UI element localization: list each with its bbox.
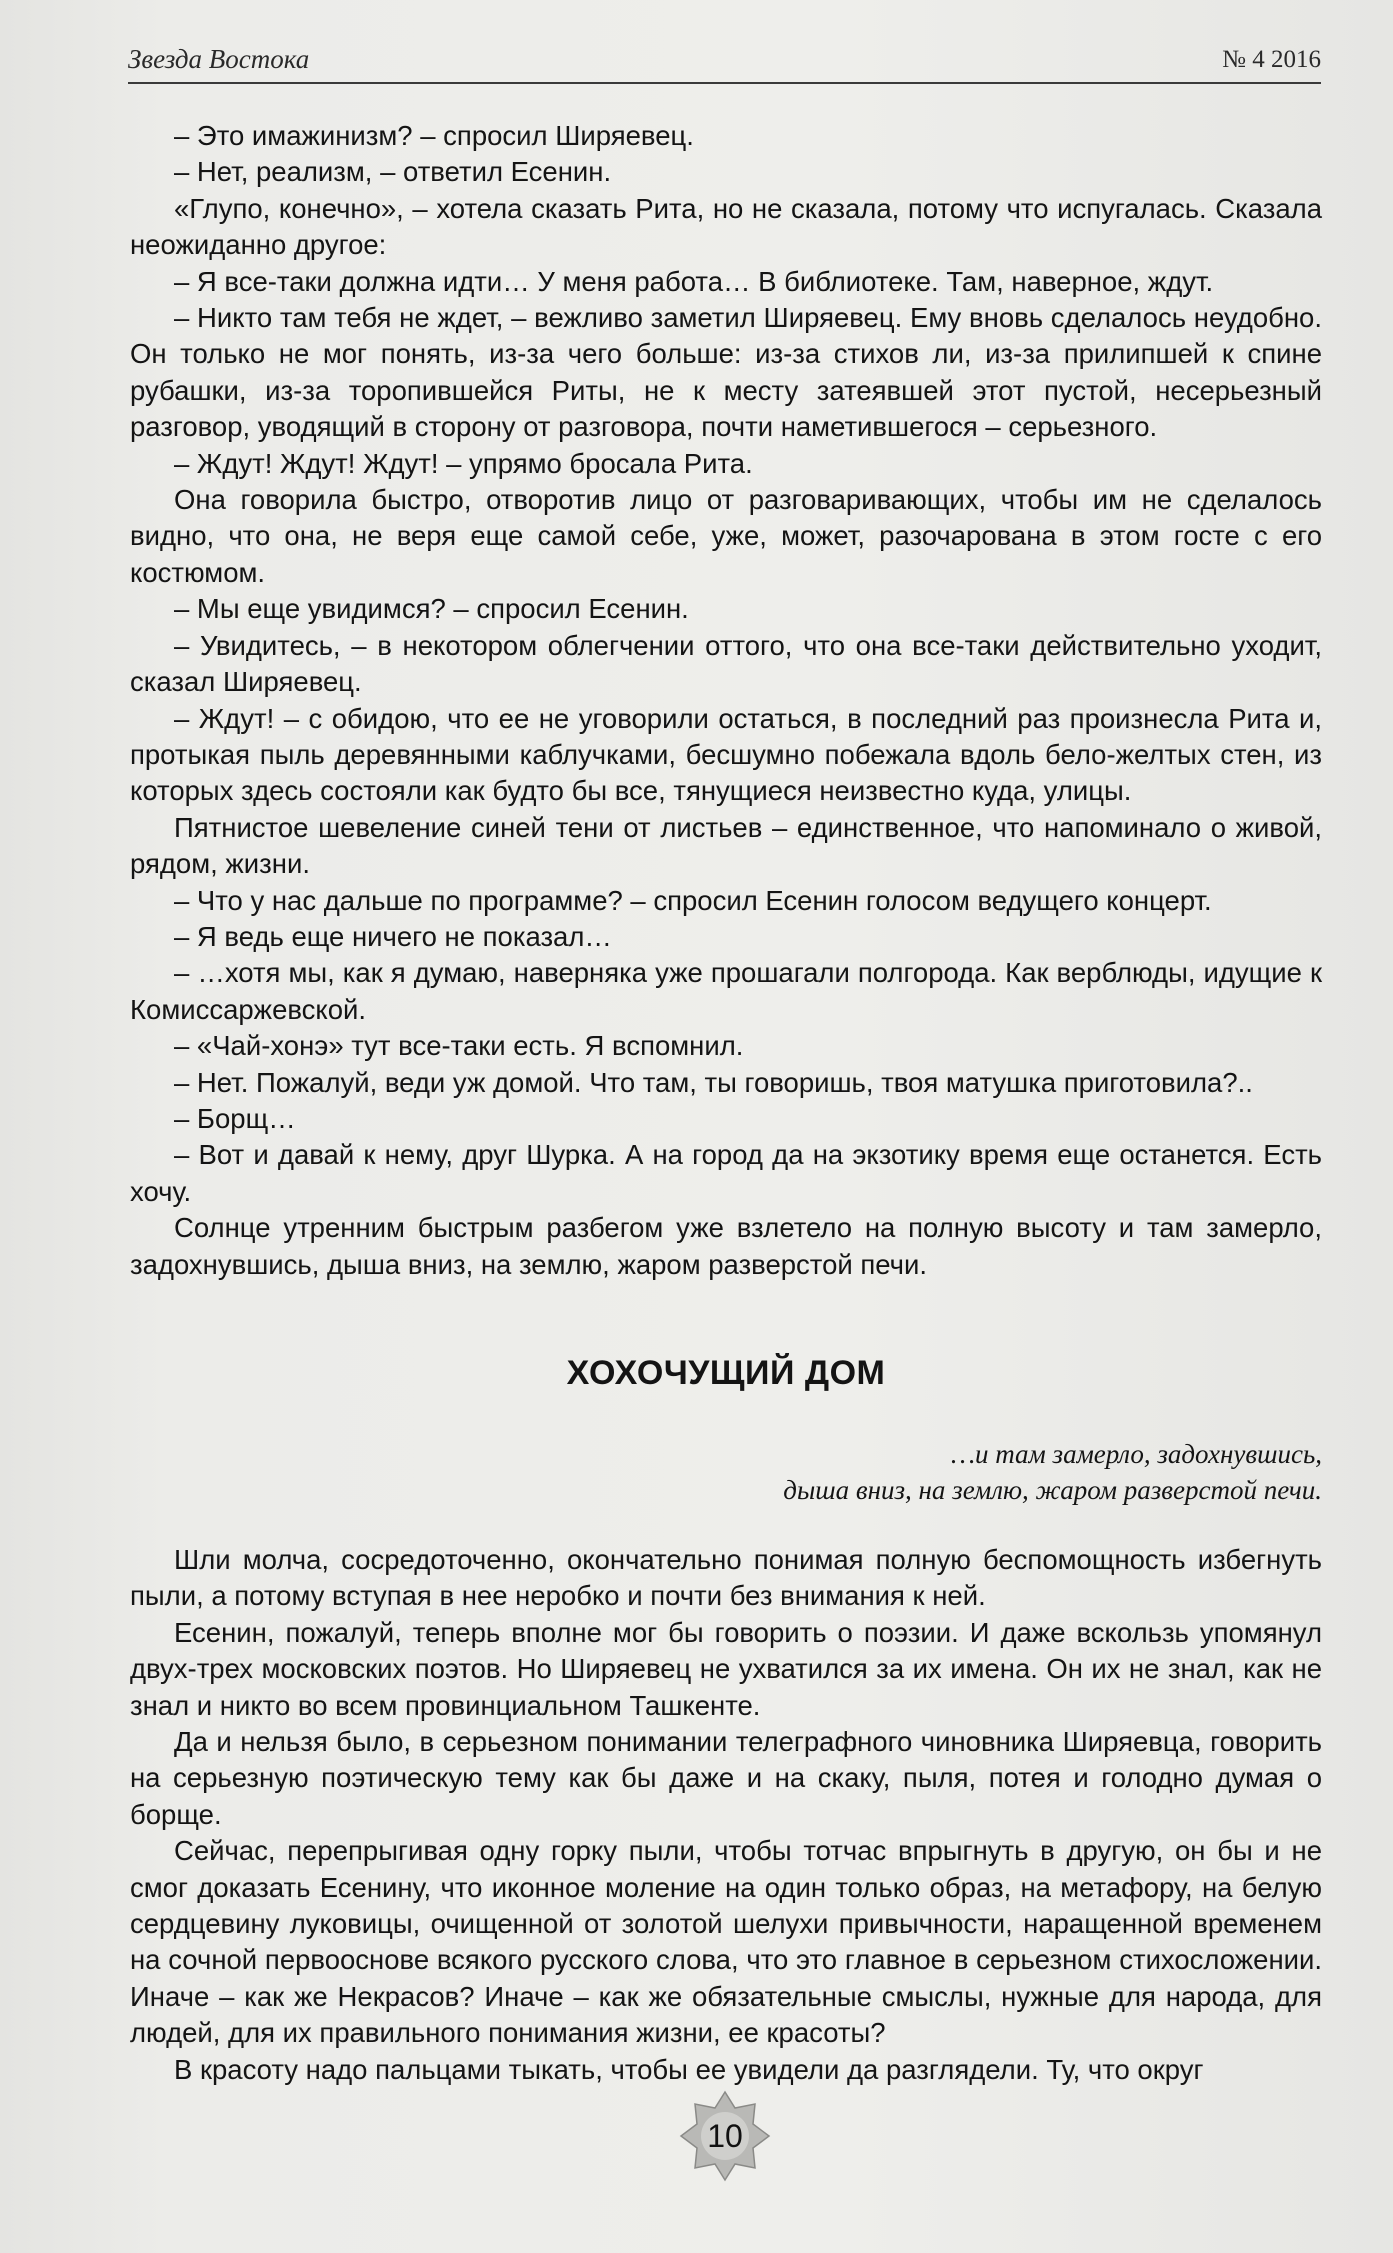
journal-title: Звезда Востока	[128, 44, 310, 74]
paragraph: Пятнистое шевеление синей тени от листьев – единственное, что напоминало о живой, рядом, жизни.	[130, 811, 1322, 880]
paragraph: – Нет. Пожалуй, веди уж домой. Что там, ты говоришь, твоя матушка приготовила?..	[174, 1066, 1253, 1098]
epigraph-line: дыша вниз, на землю, жаром разверстой печи.	[783, 1475, 1322, 1505]
body-text-top	[130, 118, 1322, 1283]
body-text-bottom	[130, 1542, 1322, 2088]
running-header	[128, 40, 1321, 84]
paragraph: «Глупо, конечно», – хотела сказать Рита, но не сказала, потому что испугалась. Сказала неожиданно другое:	[130, 192, 1322, 261]
paragraph: – Это имажинизм? – спросил Ширяевец.	[174, 120, 694, 151]
paragraph: – Борщ…	[174, 1102, 296, 1134]
paragraph: – Увидитесь, – в некотором облегчении оттого, что она все-таки действительно уходит, сказал Ширяевец.	[130, 629, 1322, 698]
epigraph-line: …и там замерло, задохнувшись,	[950, 1439, 1322, 1469]
paragraph: – «Чай-хонэ» тут все-таки есть. Я вспомнил.	[174, 1030, 744, 1062]
paragraph: – Нет, реализм, – ответил Есенин.	[174, 156, 612, 188]
paragraph: – Я все-таки должна идти… У меня работа… В библиотеке. Там, наверное, ждут.	[174, 265, 1214, 297]
paragraph: – Ждут! – с обидою, что ее не уговорили остаться, в последний раз произнесла Рита и, протыкая пыль деревянными каблучками, бесшумно побежала вдоль бело-желтых стен, из которых здесь состояли как будто бы все, тянущиеся неизвестно куда, улицы.	[130, 702, 1322, 807]
paragraph: Есенин, пожалуй, теперь вполне мог бы говорить о поэзии. И даже вскользь упомянул двух-трех московских поэтов. Но Ширяевец не ухватился за их имена. Он их не знал, как не знал и никто во всем провинциальном Ташкенте.	[130, 1616, 1322, 1721]
paragraph: – Что у нас дальше по программе? – спросил Есенин голосом ведущего концерт.	[174, 884, 1212, 916]
paragraph: В красоту надо пальцами тыкать, чтобы ее увидели да разглядели. Ту, что округ	[174, 2053, 1204, 2085]
paragraph: Шли молча, сосредоточенно, окончательно понимая полную беспомощность избегнуть пыли, а потому вступая в нее неробко и почти без внимания к ней.	[130, 1544, 1322, 1612]
paragraph: – Никто там тебя не ждет, – вежливо заметил Ширяевец. Ему вновь сделалось неудобно. Он только не мог понять, из-за чего больше: из-за стихов ли, из-за прилипшей к спине рубашки, из-за торопившейся Риты, не к месту затеявшей этот пустой, несерьезный разговор, уводящий в сторону от разговора, почти наметившегося – серьезного.	[130, 302, 1322, 443]
paragraph: Сейчас, перепрыгивая одну горку пыли, чтобы тотчас впрыгнуть в другую, он бы и не смог доказать Есенину, что иконное моление на один только образ, на метафору, на белую сердцевину луковицы, очищенной от золотой шелухи привычности, наращенной временем на сочной первооснове всякого русского слова, что это главное в серьезном стихосложении. Иначе – как же Некрасов? Иначе – как же обязательные смыслы, нужные для народа, для людей, для их правильного понимания жизни, ее красоты?	[130, 1835, 1322, 2049]
paragraph: – Ждут! Ждут! Ждут! – упрямо бросала Рита.	[174, 447, 753, 479]
chapter-title: ХОХОЧУЩИЙ ДОМ	[566, 1354, 886, 1392]
page-number: 10	[707, 2118, 743, 2154]
paragraph: – Мы еще увидимся? – спросил Есенин.	[174, 593, 689, 625]
paragraph: Она говорила быстро, отворотив лицо от разговаривающих, чтобы им не сделалось видно, что она, не веря еще самой себе, уже, может, разочарована в этом госте с его костюмом.	[130, 484, 1322, 588]
epigraph	[783, 1436, 1322, 1508]
paragraph: Солнце утренним быстрым разбегом уже взлетело на полную высоту и там замерло, задохнувшись, дыша вниз, на землю, жаром разверстой печи.	[130, 1212, 1322, 1280]
issue-number: № 4 2016	[1222, 46, 1321, 73]
paragraph: – Вот и давай к нему, друг Шурка. А на город да на экзотику время еще останется. Есть хочу.	[130, 1139, 1322, 1207]
paragraph: – …хотя мы, как я думаю, наверняка уже прошагали полгорода. Как верблюды, идущие к Комиссаржевской.	[130, 957, 1322, 1025]
paragraph: – Я ведь еще ничего не показал…	[174, 920, 612, 952]
paragraph: Да и нельзя было, в серьезном понимании телеграфного чиновника Ширяевца, говорить на серьезную поэтическую тему как бы даже и на скаку, пыля, потея и голодно думая о борще.	[130, 1726, 1322, 1830]
